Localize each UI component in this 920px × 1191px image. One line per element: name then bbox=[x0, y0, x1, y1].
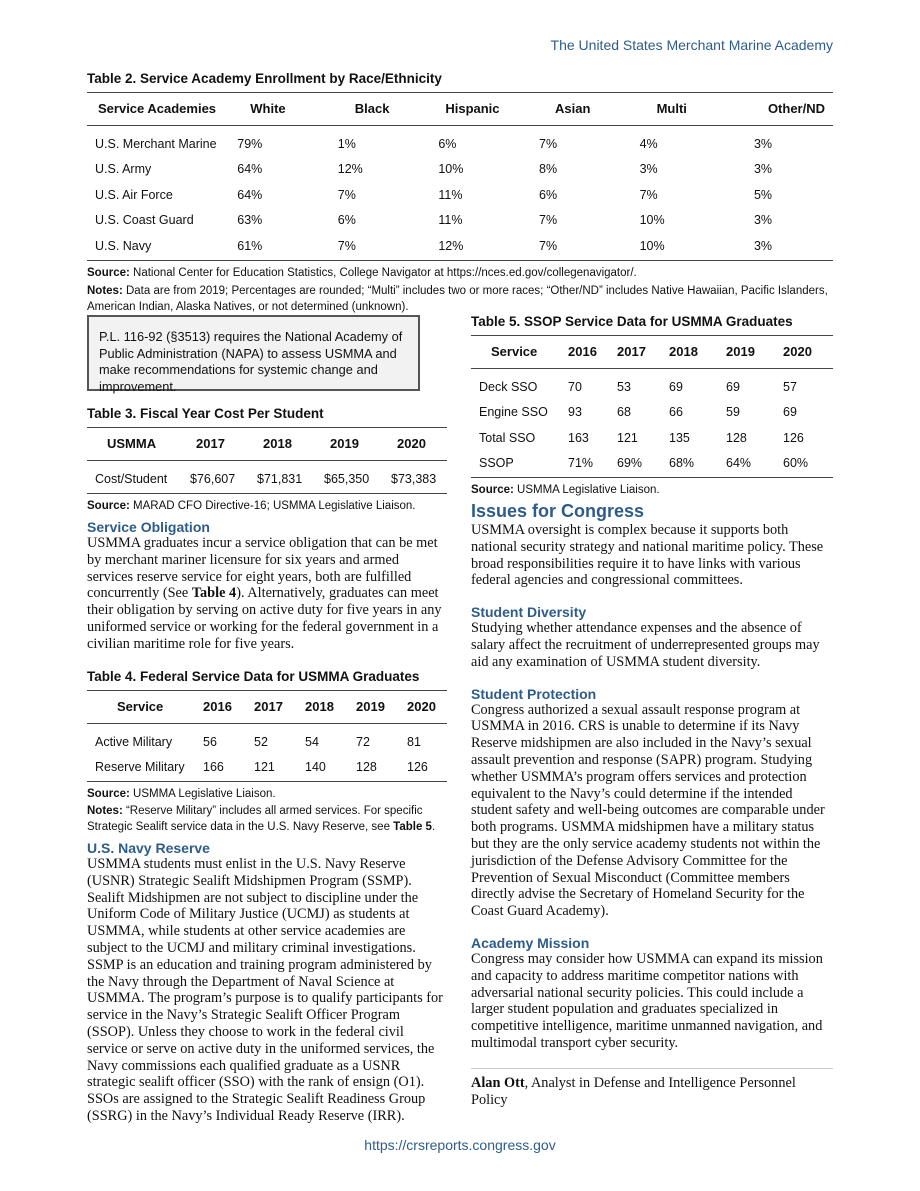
table-row bbox=[87, 157, 833, 183]
table-cell: 7% bbox=[337, 187, 356, 202]
table-cell: 7% bbox=[639, 187, 658, 202]
author-name: Alan Ott bbox=[471, 1074, 525, 1091]
column-header: 2017 bbox=[182, 428, 249, 461]
table-cell: Engine SSO bbox=[479, 405, 548, 420]
academy-mission-heading: Academy Mission bbox=[471, 934, 590, 951]
table-cell: 69% bbox=[609, 451, 661, 478]
author-divider bbox=[471, 1068, 833, 1069]
column-header: 2017 bbox=[246, 691, 297, 724]
table-cell: 11% bbox=[438, 213, 463, 228]
column-header: 2019 bbox=[718, 336, 775, 369]
table-row bbox=[87, 755, 447, 782]
table-cell: 69 bbox=[783, 405, 797, 420]
issues-heading: Issues for Congress bbox=[471, 501, 645, 521]
table-cell: 10% bbox=[632, 233, 746, 260]
table-cell: 7% bbox=[531, 233, 632, 260]
table-cell: 59 bbox=[726, 405, 740, 420]
column-header: USMMA bbox=[87, 428, 182, 461]
table-cell: 54 bbox=[305, 734, 319, 749]
table-cell: 52 bbox=[254, 734, 268, 749]
table-header-row bbox=[471, 336, 833, 369]
column-header: 2020 bbox=[383, 428, 447, 461]
table-5-block bbox=[471, 314, 833, 498]
column-header: 2020 bbox=[399, 691, 447, 724]
service-obligation-heading: Service Obligation bbox=[87, 519, 210, 535]
table-2-source: Source: National Center for Education Statistics, College Navigator at https://nces.ed.gov/collegenavigator/. bbox=[87, 266, 637, 279]
table-3-block bbox=[87, 406, 447, 514]
cost-table bbox=[87, 427, 447, 494]
table-cell: 70 bbox=[568, 379, 582, 394]
table-cell: 93 bbox=[568, 405, 582, 420]
academy-mission-text: Congress may consider how USMMA can expand its mission and capacity to address maritime competitor nations with adversarial national security policies. This could include a larger student population and graduates specialized in competitive intelligence, maritime unmanned navigation, and multimodal transport cyber security. bbox=[471, 950, 823, 1051]
column-header: Service bbox=[87, 691, 195, 724]
table-cell: Cost/Student bbox=[87, 461, 182, 494]
table-cell: 128 bbox=[348, 755, 399, 782]
table-cell: 135 bbox=[669, 430, 690, 445]
table-cell: 3% bbox=[753, 162, 773, 177]
column-header: 2016 bbox=[195, 691, 246, 724]
table-cell: 12% bbox=[430, 233, 531, 260]
table-row bbox=[471, 369, 833, 400]
column-header: 2020 bbox=[775, 336, 833, 369]
table-cell: 6% bbox=[337, 213, 356, 228]
table-cell: $71,831 bbox=[249, 461, 316, 494]
column-header: Service Academies bbox=[87, 93, 229, 126]
column-header: 2018 bbox=[249, 428, 316, 461]
column-header: 2018 bbox=[661, 336, 718, 369]
table-cell: Active Military bbox=[95, 734, 173, 749]
table-2-block bbox=[87, 71, 833, 315]
column-header: White bbox=[229, 93, 330, 126]
table-cell: 126 bbox=[399, 755, 447, 782]
table-row bbox=[87, 208, 833, 234]
column-header: Asian bbox=[531, 93, 632, 126]
table-cell: $73,383 bbox=[383, 461, 447, 494]
table-cell: 66 bbox=[669, 405, 683, 420]
student-diversity-heading: Student Diversity bbox=[471, 604, 587, 621]
service-obligation-section bbox=[87, 519, 447, 653]
table-4-block bbox=[87, 669, 447, 835]
table-4-title: Table 4. Federal Service Data for USMMA Graduates bbox=[87, 669, 420, 684]
table-cell: 121 bbox=[246, 755, 297, 782]
table-cell: Deck SSO bbox=[479, 379, 538, 394]
author-line bbox=[471, 1075, 833, 1109]
table-cell: 128 bbox=[726, 430, 747, 445]
navy-reserve-section bbox=[87, 840, 447, 1125]
table-cell: 6% bbox=[438, 136, 457, 151]
table-cell: 79% bbox=[237, 136, 263, 151]
running-header: The United States Merchant Marine Academy bbox=[550, 37, 833, 53]
table-cell: 57 bbox=[783, 379, 797, 394]
column-header: Multi bbox=[632, 93, 746, 126]
ssop-table bbox=[471, 335, 833, 478]
table-cell: Reserve Military bbox=[87, 755, 195, 782]
issues-column bbox=[471, 501, 833, 1108]
column-header: 2017 bbox=[609, 336, 661, 369]
table-cell: 63% bbox=[237, 213, 263, 228]
table-cell: 72 bbox=[356, 734, 370, 749]
issues-text: USMMA oversight is complex because it supports both national security strategy and national maritime policy. These broad responsibilities require it to have links with various federal agencies and congressional committees. bbox=[471, 522, 824, 589]
table-header-row bbox=[87, 428, 447, 461]
column-header: 2018 bbox=[297, 691, 348, 724]
table-cell: 69 bbox=[669, 379, 683, 394]
table-5-title: Table 5. SSOP Service Data for USMMA Graduates bbox=[471, 314, 793, 329]
table-cell: 8% bbox=[539, 162, 558, 177]
table-row bbox=[87, 182, 833, 208]
table-cell: 71% bbox=[560, 451, 609, 478]
callout-box: P.L. 116-92 (§3513) requires the National Academy of Public Administration (NAPA) to assess USMMA and make recommendations for systemic change and improvement. bbox=[87, 315, 420, 391]
student-diversity-text: Studying whether attendance expenses and the absence of salary affect the recruitment of underrepresented groups may aid any examination of USMMA student diversity. bbox=[471, 620, 820, 670]
table-cell: 61% bbox=[229, 233, 330, 260]
table-3-title: Table 3. Fiscal Year Cost Per Student bbox=[87, 406, 324, 421]
table-cell: 1% bbox=[337, 136, 356, 151]
table-cell: 3% bbox=[639, 162, 658, 177]
table-cell: 10% bbox=[438, 162, 464, 177]
table-cell: 126 bbox=[783, 430, 804, 445]
service-obligation-text: USMMA graduates incur a service obligation that can be met by merchant mariner licensure for six years and armed services reserve service for eight years, both are fulfilled concurrently (See Table 4). Alternatively, graduates can meet their obligation by serving on active duty for five years in any uniformed service or working for the federal government in a civilian maritime role for five years. bbox=[87, 535, 442, 652]
federal-service-table bbox=[87, 690, 447, 782]
table-row bbox=[471, 451, 833, 478]
student-protection-text: Congress authorized a sexual assault response program at USMMA in 2016. CRS is unable to determine if its Navy Reserve midshipmen are also included in the Navy’s sexual assault prevention and response (SAPR) program. Studying whether USMMA’s program offers services and protection equivalent to the Navy’s could determine if the intended student safety and well-being outcomes are comparable under both programs. USMMA midshipmen have a military status but they are the only service academy students not within the jurisdiction of the Defense Advisory Committee for the Prevention of Sexual Misconduct (Committee members directly advise the Secretary of Homeland Security for the Coast Guard Academy). bbox=[471, 701, 825, 920]
table-cell: 10% bbox=[639, 213, 665, 228]
table-cell: U.S. Coast Guard bbox=[95, 213, 194, 228]
table-cell: SSOP bbox=[471, 451, 560, 478]
table-row bbox=[87, 126, 833, 157]
table-cell: 3% bbox=[753, 213, 773, 228]
table-cell: 60% bbox=[775, 451, 833, 478]
table-cell: 64% bbox=[718, 451, 775, 478]
enrollment-table bbox=[87, 92, 833, 261]
column-header: Hispanic bbox=[430, 93, 531, 126]
table-4-notes: Notes: “Reserve Military” includes all armed services. For specific Strategic Sealift service data in the U.S. Navy Reserve, see Table 5. bbox=[87, 805, 436, 833]
column-header: Service bbox=[471, 336, 560, 369]
table-cell: 163 bbox=[568, 430, 589, 445]
table-cell: 4% bbox=[639, 136, 658, 151]
table-cell: $65,350 bbox=[316, 461, 383, 494]
column-header: Black bbox=[330, 93, 431, 126]
table-cell: U.S. Army bbox=[95, 162, 152, 177]
table-cell: 140 bbox=[297, 755, 348, 782]
table-cell: 5% bbox=[753, 187, 773, 202]
table-row bbox=[471, 400, 833, 426]
table-cell: 6% bbox=[539, 187, 558, 202]
table-cell: U.S. Navy bbox=[87, 233, 229, 260]
table-cell: 68 bbox=[617, 405, 631, 420]
column-header: Other/ND bbox=[746, 93, 833, 126]
table-cell: $76,607 bbox=[182, 461, 249, 494]
table-3-source: Source: MARAD CFO Directive-16; USMMA Legislative Liaison. bbox=[87, 499, 416, 512]
table-cell: Total SSO bbox=[479, 430, 536, 445]
column-header: 2019 bbox=[316, 428, 383, 461]
author-title: , Analyst in Defense and Intelligence Personnel Policy bbox=[471, 1074, 796, 1108]
table-cell: 7% bbox=[330, 233, 431, 260]
table-cell: 121 bbox=[617, 430, 638, 445]
table-2-title: Table 2. Service Academy Enrollment by Race/Ethnicity bbox=[87, 71, 442, 86]
table-5-source: Source: USMMA Legislative Liaison. bbox=[471, 484, 660, 496]
table-cell: 81 bbox=[407, 734, 421, 749]
table-cell: 69 bbox=[726, 379, 740, 394]
table-4-source: Source: USMMA Legislative Liaison. bbox=[87, 788, 276, 800]
table-cell: 7% bbox=[539, 136, 558, 151]
table-cell: 64% bbox=[237, 187, 263, 202]
table-cell: 166 bbox=[195, 755, 246, 782]
table-cell: U.S. Air Force bbox=[95, 187, 173, 202]
table-header-row bbox=[87, 691, 447, 724]
navy-reserve-text: USMMA students must enlist in the U.S. Navy Reserve (USNR) Strategic Sealift Midshipmen Program (SSMP). Sealift Midshipmen are not subject to discipline under the Uniform Code of Military Justice (UCMJ) as students at USMMA, while students at other service academies are subject to the UCMJ and military criminal investigations. SSMP is an education and training program administered by the Navy through the Department of Naval Science at USMMA. The program’s purpose is to qualify participants for service in the Navy’s Strategic Sealift Officer Program (SSOP). Unless they choose to work in the federal civil service or serve on active duty in the uniformed services, the Navy commissions each qualified graduate as a USNR strategic sealift officer (SSO) with the rank of ensign (O1). SSOs are assigned to the Strategic Sealift Readiness Group (SSRG) in the Navy’s Individual Ready Reserve (IRR). bbox=[87, 856, 443, 1124]
table-row bbox=[87, 461, 447, 494]
table-cell: U.S. Merchant Marine bbox=[95, 136, 217, 151]
table-cell: 11% bbox=[438, 187, 463, 202]
table-row bbox=[87, 233, 833, 260]
column-header: 2016 bbox=[560, 336, 609, 369]
table-cell: 68% bbox=[661, 451, 718, 478]
navy-reserve-heading: U.S. Navy Reserve bbox=[87, 840, 210, 856]
footer-link[interactable]: https://crsreports.congress.gov bbox=[364, 1137, 556, 1153]
table-2-notes: Notes: Data are from 2019; Percentages are rounded; “Multi” includes two or more races; “Other/ND” includes Native Hawaiian, Pacific Islanders, American Indian, Alaska Natives, or not determined (unknown). bbox=[87, 284, 828, 313]
table-cell: 3% bbox=[746, 233, 833, 260]
table-row bbox=[471, 425, 833, 451]
student-protection-heading: Student Protection bbox=[471, 685, 597, 702]
table-cell: 56 bbox=[203, 734, 217, 749]
column-header: 2019 bbox=[348, 691, 399, 724]
table-cell: 3% bbox=[753, 136, 773, 151]
table-row bbox=[87, 724, 447, 755]
table-cell: 12% bbox=[337, 162, 363, 177]
table-cell: 64% bbox=[237, 162, 263, 177]
table-cell: 53 bbox=[617, 379, 631, 394]
table-header-row bbox=[87, 93, 833, 126]
table-cell: 7% bbox=[539, 213, 558, 228]
